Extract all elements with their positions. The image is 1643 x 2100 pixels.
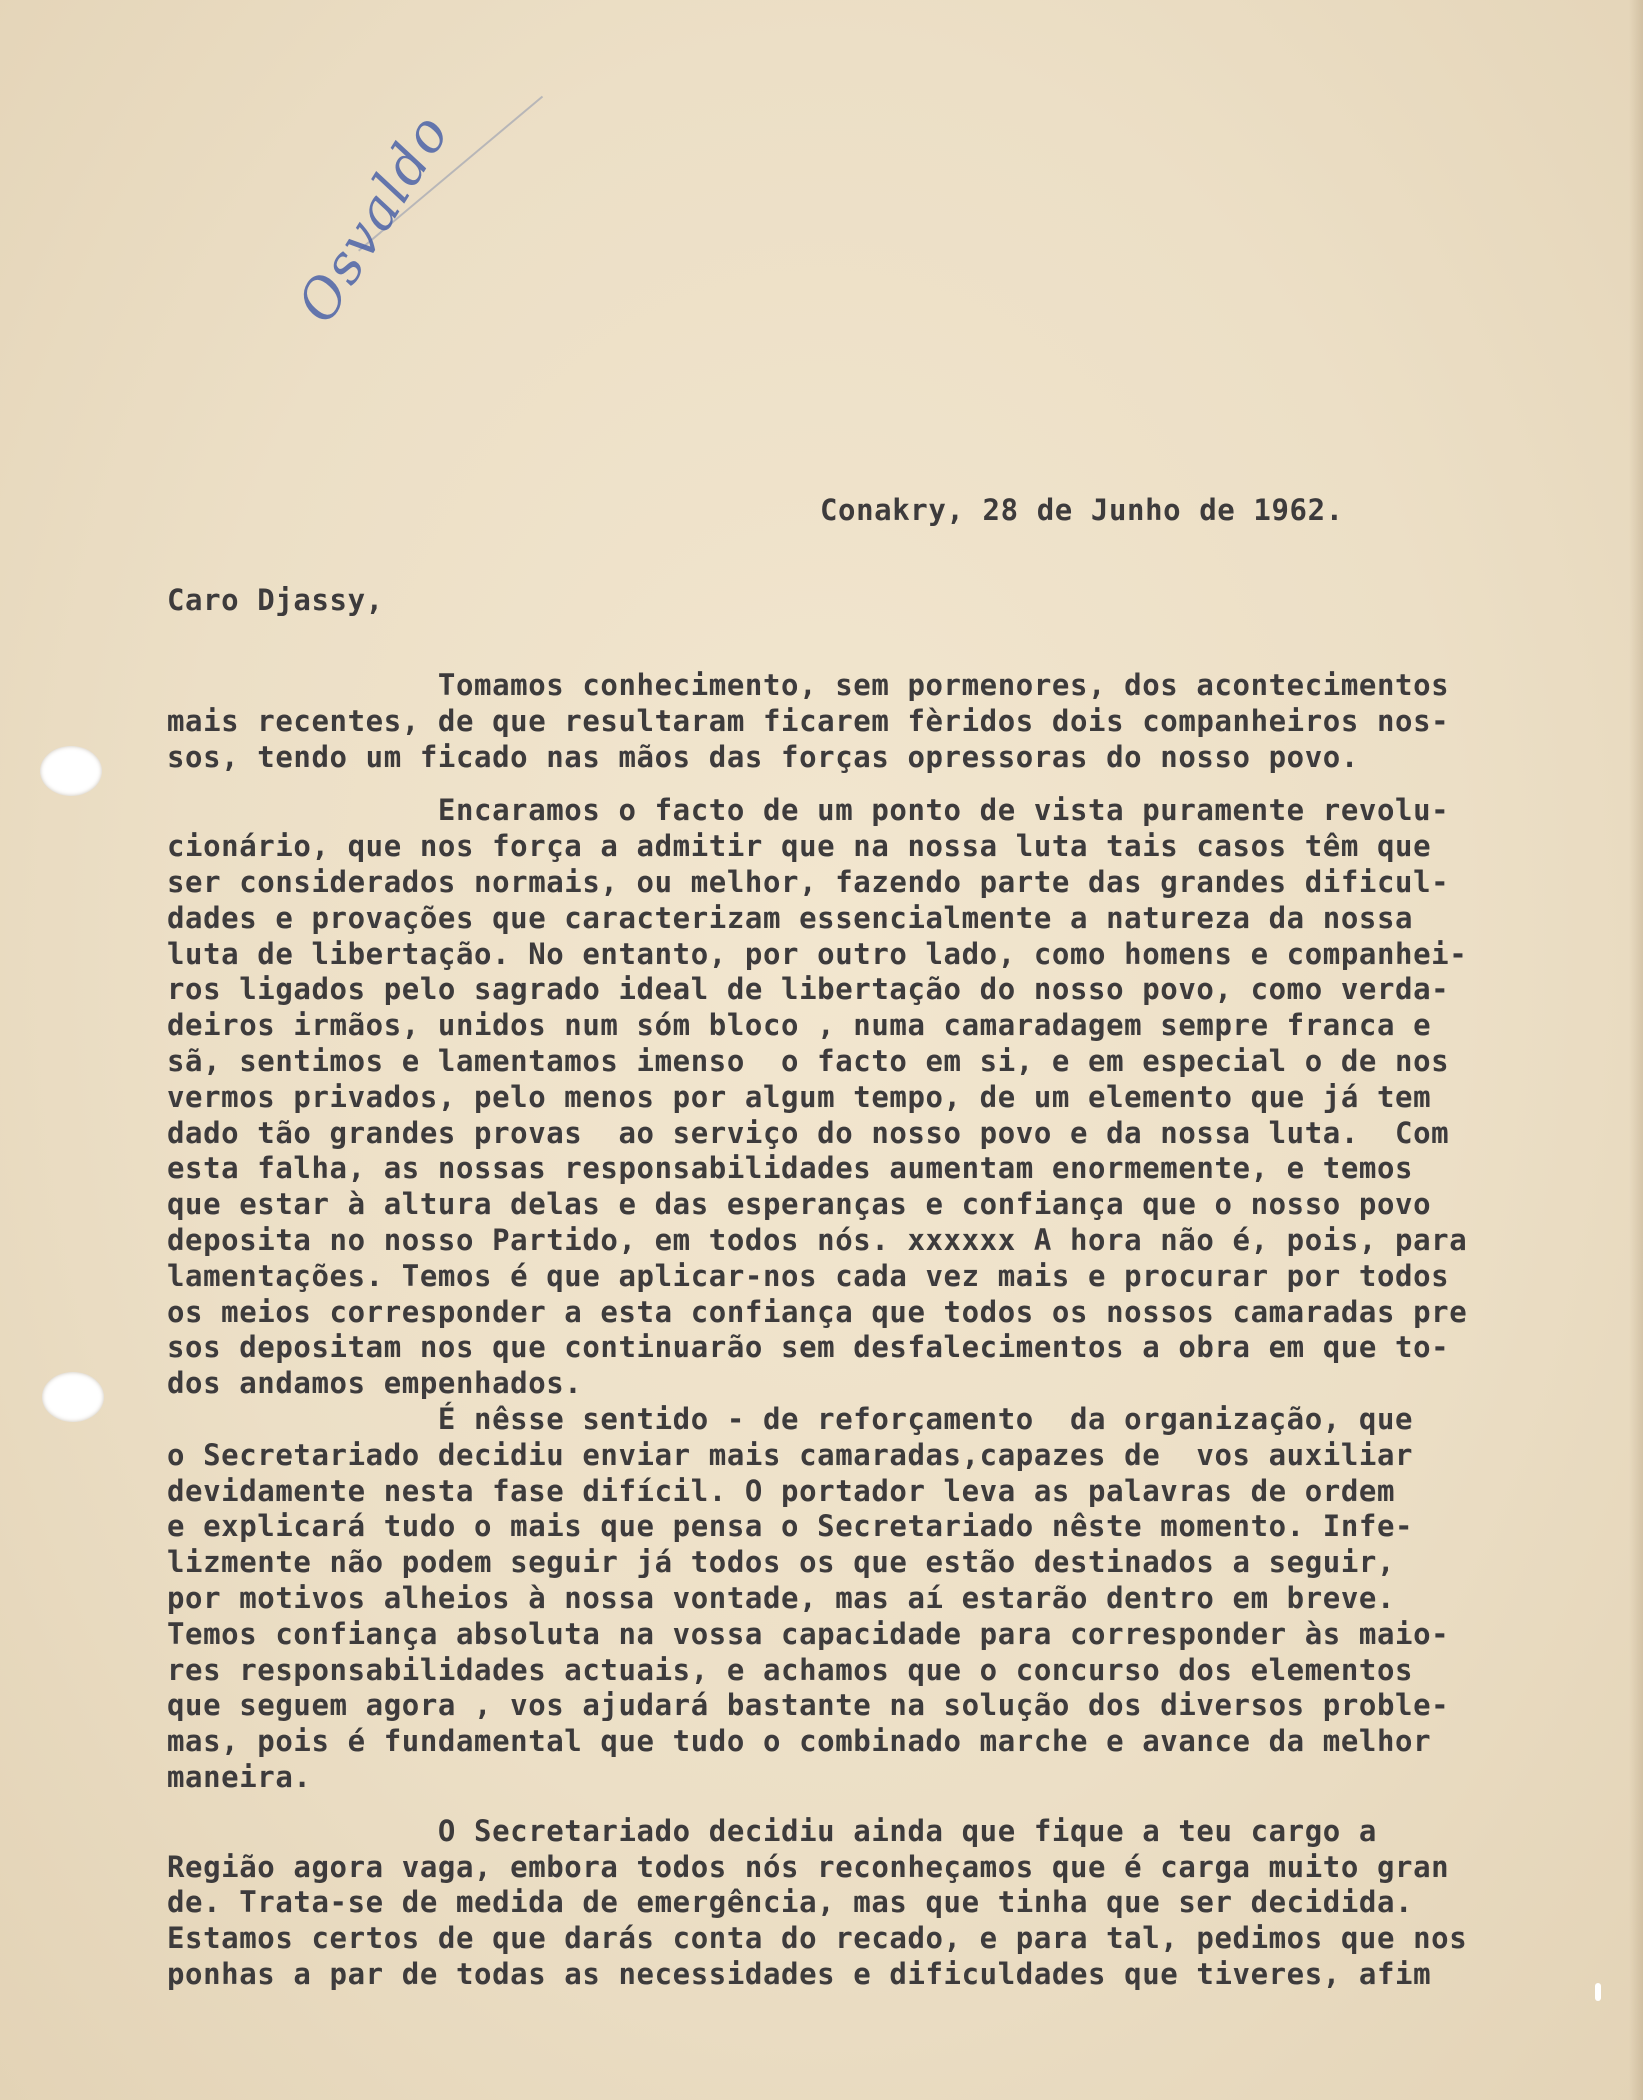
- body-line: cionário, que nos força a admitir que na nossa luta tais casos têm que: [167, 829, 1432, 864]
- body-line: Temos confiança absoluta na vossa capacidade para corresponder às maio-: [167, 1616, 1450, 1651]
- body-line: sos, tendo um ficado nas mãos das forças opressoras do nosso povo.: [167, 739, 1359, 774]
- body-line: É nêsse sentido - de reforçamento da organização, que: [167, 1401, 1414, 1436]
- punch-hole-top: [40, 746, 102, 796]
- body-line: por motivos alheios à nossa vontade, mas aí estarão dentro em breve.: [167, 1580, 1396, 1615]
- body-line: Encaramos o facto de um ponto de vista puramente revolu-: [167, 793, 1450, 828]
- body-line: vermos privados, pelo menos por algum tempo, de um elemento que já tem: [167, 1079, 1432, 1114]
- body-line: de. Trata-se de medida de emergência, mas que tinha que ser decidida.: [167, 1885, 1414, 1920]
- body-line: mas, pois é fundamental que tudo o combinado marche e avance da melhor: [167, 1724, 1432, 1759]
- body-line: lamentações. Temos é que aplicar-nos cada vez mais e procurar por todos: [167, 1258, 1450, 1293]
- greeting: Caro Djassy,: [167, 583, 384, 617]
- body-line: os meios corresponder a esta confiança que todos os nossos camaradas pre: [167, 1294, 1468, 1329]
- body-line: devidamente nesta fase difícil. O portador leva as palavras de ordem: [167, 1473, 1396, 1508]
- body-line: luta de libertação. No entanto, por outro lado, como homens e companhei-: [167, 936, 1468, 971]
- paragraph: [167, 793, 1627, 1402]
- body-line: Região agora vaga, embora todos nós reconheçamos que é carga muito gran: [167, 1849, 1450, 1884]
- body-line: lizmente não podem seguir já todos os que estão destinados a seguir,: [167, 1545, 1396, 1580]
- body-line: ser considerados normais, ou melhor, fazendo parte das grandes dificul-: [167, 864, 1450, 899]
- body-line: dos andamos empenhados.: [167, 1366, 583, 1401]
- body-line: Tomamos conhecimento, sem pormenores, dos acontecimentos: [167, 668, 1450, 702]
- body-line: res responsabilidades actuais, e achamos que o concurso dos elementos: [167, 1652, 1414, 1687]
- body-line: ponhas a par de todas as necessidades e dificuldades que tiveres, afim: [167, 1956, 1432, 1991]
- letter-body: [167, 668, 1627, 1993]
- body-line: mais recentes, de que resultaram ficarem fèridos dois companheiros nos-: [167, 703, 1450, 738]
- body-line: sã, sentimos e lamentamos imenso o facto em si, e em especial o de nos: [167, 1043, 1450, 1078]
- body-line: o Secretariado decidiu enviar mais camaradas,capazes de vos auxiliar: [167, 1437, 1414, 1472]
- body-line: que estar à altura delas e das esperanças e confiança que o nosso povo: [167, 1187, 1432, 1222]
- paragraph: [167, 668, 1627, 775]
- body-line: Estamos certos de que darás conta do recado, e para tal, pedimos que nos: [167, 1921, 1468, 1956]
- body-line: O Secretariado decidiu ainda que fique a teu cargo a: [167, 1813, 1377, 1848]
- body-line: que seguem agora , vos ajudará bastante na solução dos diversos proble-: [167, 1688, 1450, 1723]
- body-line: deiros irmãos, unidos num sóm bloco , numa camaradagem sempre franca e: [167, 1008, 1432, 1043]
- body-line: ros ligados pelo sagrado ideal de libertação do nosso povo, como verda-: [167, 972, 1450, 1007]
- paragraph: [167, 1402, 1627, 1796]
- body-line: maneira.: [167, 1759, 312, 1794]
- paragraph: [167, 1814, 1627, 1993]
- body-line: dades e provações que caracterizam essencialmente a natureza da nossa: [167, 900, 1414, 935]
- date-line: Conakry, 28 de Junho de 1962.: [820, 493, 1344, 527]
- body-line: dado tão grandes provas ao serviço do nosso povo e da nossa luta. Com: [167, 1115, 1450, 1150]
- body-line: esta falha, as nossas responsabilidades aumentam enormemente, e temos: [167, 1151, 1414, 1186]
- page-edge-shadow: [1629, 0, 1643, 2100]
- handwritten-annotation: Osvaldo: [285, 102, 462, 334]
- body-line: sos depositam nos que continuarão sem desfalecimentos a obra em que to-: [167, 1330, 1450, 1365]
- body-line: deposita no nosso Partido, em todos nós. xxxxxx A hora não é, pois, para: [167, 1222, 1468, 1257]
- body-line: e explicará tudo o mais que pensa o Secretariado nêste momento. Infe-: [167, 1509, 1414, 1544]
- punch-hole-bottom: [42, 1372, 104, 1422]
